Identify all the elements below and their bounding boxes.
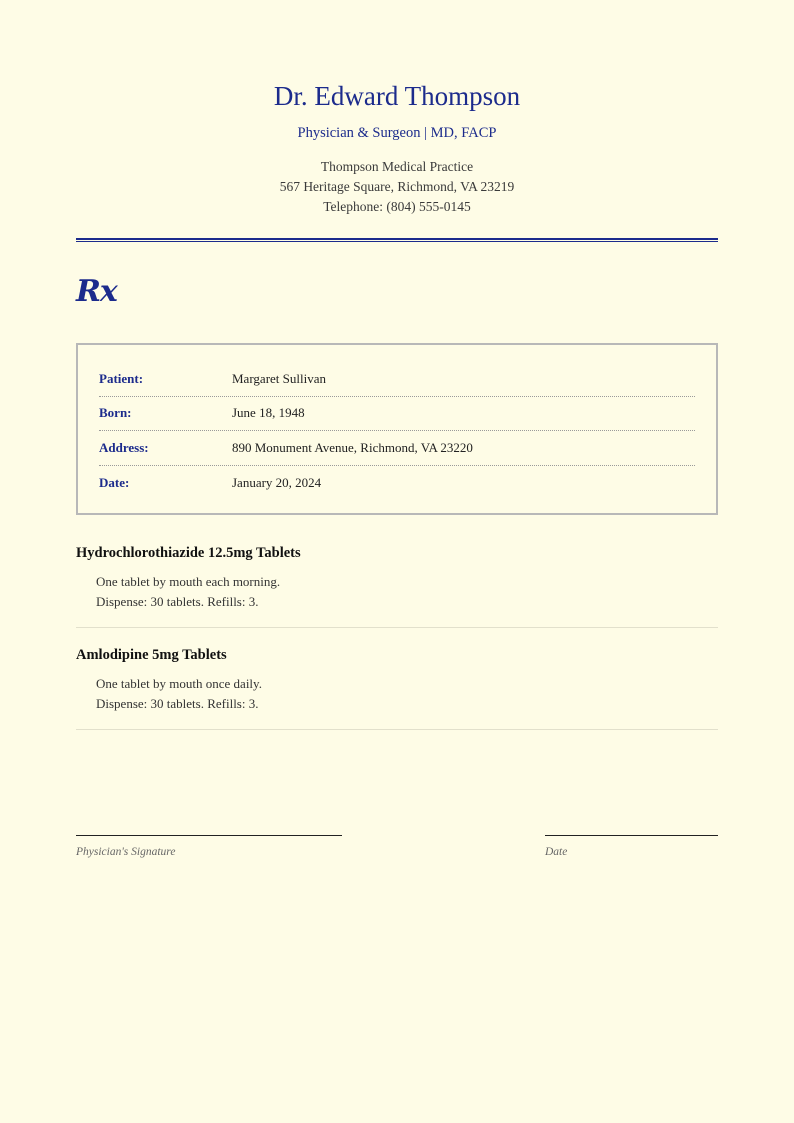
medication-name: Amlodipine 5mg Tablets bbox=[76, 647, 227, 663]
rx-icon: Rx bbox=[76, 274, 117, 309]
patient-born-label: Born: bbox=[99, 405, 132, 421]
prescription-date-value: January 20, 2024 bbox=[232, 474, 322, 490]
physician-signature-field[interactable] bbox=[76, 835, 342, 858]
practice-info bbox=[76, 157, 718, 217]
physician-name: Dr. Edward Thompson bbox=[273, 81, 521, 111]
practice-address: 567 Heritage Square, Richmond, VA 23219 bbox=[279, 179, 515, 194]
prescription-page bbox=[76, 0, 718, 858]
patient-address-value: 890 Monument Avenue, Richmond, VA 23220 bbox=[232, 439, 473, 455]
date-caption: Date bbox=[545, 846, 568, 858]
signature-date-field[interactable] bbox=[545, 835, 718, 858]
patient-row-name bbox=[99, 362, 695, 397]
medication-instructions bbox=[76, 674, 718, 714]
medication-name: Hydrochlorothiazide 12.5mg Tablets bbox=[76, 545, 301, 561]
physician-credentials: Physician & Surgeon | MD, FACP bbox=[297, 125, 497, 141]
letterhead bbox=[76, 0, 718, 217]
medication-dispense: Dispense: 30 tablets. Refills: 3. bbox=[96, 594, 259, 609]
patient-info-box bbox=[76, 343, 718, 515]
signature-line bbox=[76, 835, 342, 836]
patient-row-born bbox=[99, 397, 695, 432]
patient-row-date bbox=[99, 466, 695, 501]
medication-directions: One tablet by mouth each morning. bbox=[96, 574, 281, 589]
letterhead-divider bbox=[76, 238, 718, 242]
patient-name-label: Patient: bbox=[99, 370, 144, 386]
prescription-date-label: Date: bbox=[99, 474, 130, 490]
patient-row-address bbox=[99, 431, 695, 466]
physician-signature-caption: Physician's Signature bbox=[76, 846, 176, 858]
medication-directions: One tablet by mouth once daily. bbox=[96, 676, 262, 691]
medication-list bbox=[76, 535, 718, 730]
medication-instructions bbox=[76, 572, 718, 612]
medication-item bbox=[76, 535, 718, 628]
date-line bbox=[545, 835, 718, 836]
patient-born-value: June 18, 1948 bbox=[232, 405, 305, 421]
practice-telephone: Telephone: (804) 555-0145 bbox=[323, 199, 471, 214]
patient-name-value: Margaret Sullivan bbox=[232, 370, 326, 386]
patient-address-label: Address: bbox=[99, 439, 149, 455]
medication-item bbox=[76, 628, 718, 730]
practice-name: Thompson Medical Practice bbox=[320, 159, 474, 174]
signature-section bbox=[76, 835, 718, 875]
medication-dispense: Dispense: 30 tablets. Refills: 3. bbox=[96, 696, 259, 711]
